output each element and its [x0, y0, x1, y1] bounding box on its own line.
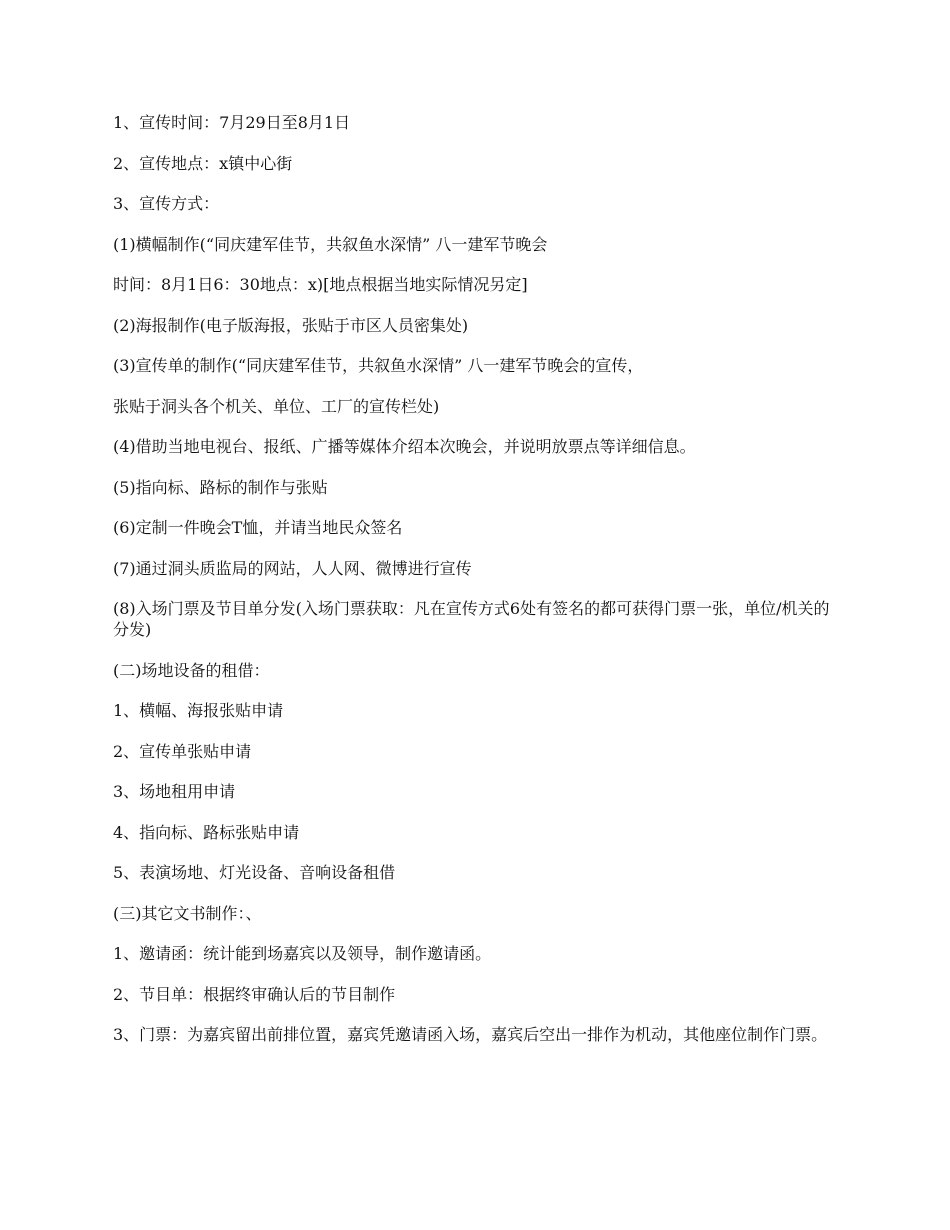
heading-other-documents: (三)其它文书制作：、: [113, 903, 262, 923]
paragraph-publicity-time: 1、宣传时间：7月29日至8月1日: [113, 113, 351, 132]
paragraph-signpost-application: 4、指向标、路标张贴申请: [113, 822, 300, 842]
document-page: [113, 112, 843, 1065]
paragraph-tickets-distribution: (8)入场门票及节目单分发(入场门票获取：凡在宣传方式6处有签名的都可获得门票一张，单位/机关的分发): [113, 599, 830, 639]
paragraph-event-time-location: 时间：8月1日6：30地点：x)[地点根据当地实际情况另定]: [113, 275, 528, 294]
paragraph-flyer-posting: 张贴于洞头各个机关、单位、工厂的宣传栏处): [113, 396, 440, 416]
paragraph-online-promotion: (7)通过洞头质监局的网站，人人网、微博进行宣传: [113, 558, 472, 578]
paragraph-tshirt: (6)定制一件晚会T恤，并请当地民众签名: [113, 518, 403, 537]
paragraph-banner-making: (1)横幅制作(“同庆建军佳节，共叙鱼水深情” 八一建军节晚会: [113, 234, 548, 254]
heading-venue-equipment: (二)场地设备的租借：: [113, 660, 270, 680]
paragraph-publicity-methods: 3、宣传方式：: [113, 194, 220, 213]
paragraph-signposts: (5)指向标、路标的制作与张贴: [113, 477, 328, 497]
paragraph-banner-application: 1、横幅、海报张贴申请: [113, 701, 284, 720]
paragraph-tickets: 3、门票：为嘉宾留出前排位置，嘉宾凭邀请函入场，嘉宾后空出一排作为机动，其他座位制作门票。: [113, 1025, 828, 1044]
paragraph-invitations: 1、邀请函：统计能到场嘉宾以及领导，制作邀请函。: [113, 944, 492, 963]
paragraph-media-promotion: (4)借助当地电视台、报纸、广播等媒体介绍本次晚会，并说明放票点等详细信息。: [113, 437, 696, 456]
paragraph-flyer-making: (3)宣传单的制作(“同庆建军佳节，共叙鱼水深情” 八一建军节晚会的宣传，: [113, 356, 644, 375]
paragraph-flyer-application: 2、宣传单张贴申请: [113, 741, 252, 761]
paragraph-venue-rental: 3、场地租用申请: [113, 782, 236, 801]
paragraph-program-list: 2、节目单：根据终审确认后的节目制作: [113, 984, 396, 1004]
paragraph-publicity-location: 2、宣传地点：x镇中心街: [113, 153, 293, 173]
paragraph-poster-making: (2)海报制作(电子版海报，张贴于市区人员密集处): [113, 315, 469, 335]
paragraph-equipment-rental: 5、表演场地、灯光设备、音响设备租借: [113, 863, 396, 882]
